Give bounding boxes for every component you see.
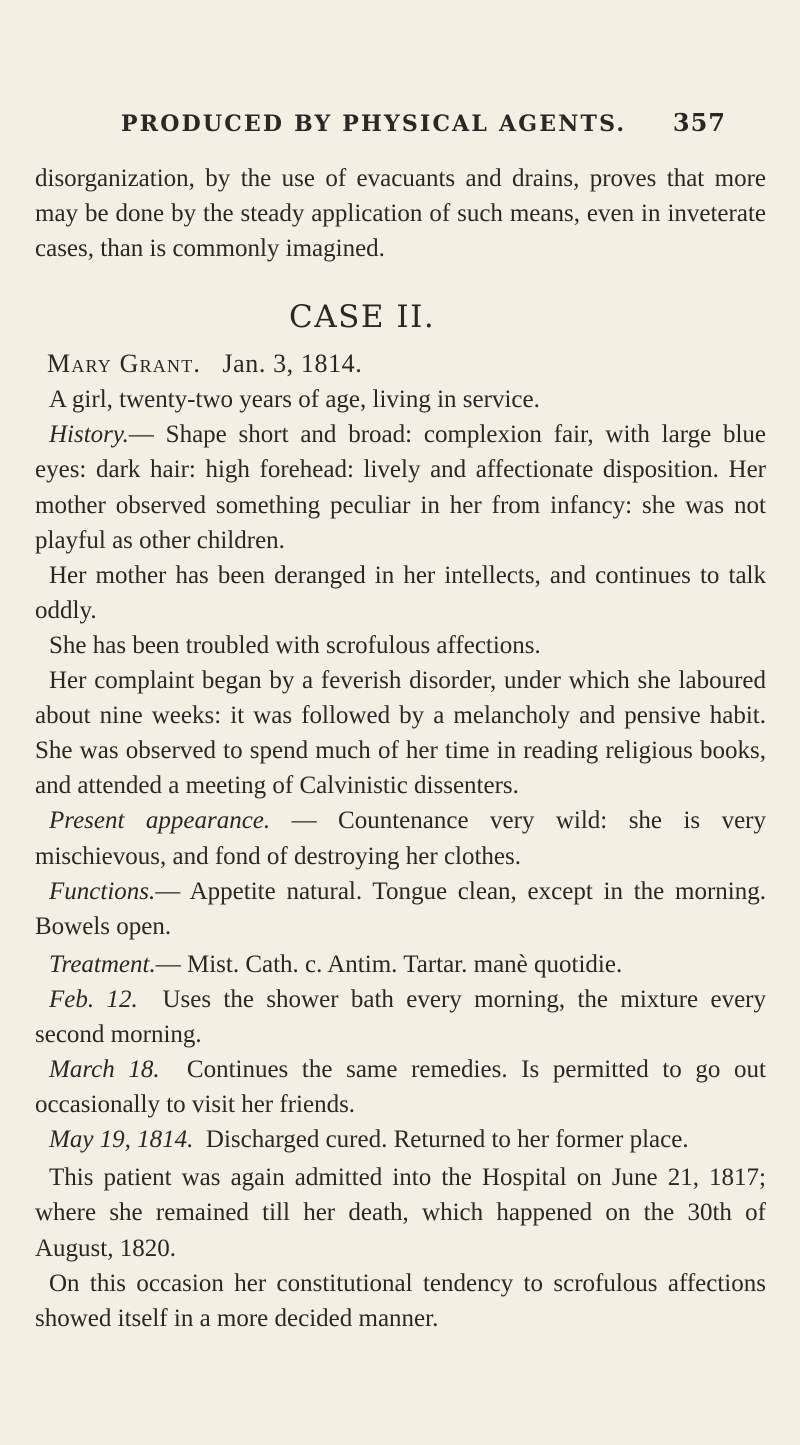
scrofulous-paragraph: She has been troubled with scrofulous affections.	[49, 631, 541, 659]
functions-text: — Appetite natural. Tongue clean, except in the morning. Bowels open.	[35, 877, 766, 940]
march-label: March 18.	[49, 1056, 160, 1084]
page-number: 357	[672, 108, 726, 137]
mother-paragraph: Her mother has been deranged in her intellects, and continues to talk oddly.	[35, 561, 766, 624]
running-head-title: PRODUCED BY PHYSICAL AGENTS.	[121, 111, 627, 137]
present-text: — Countenance very wild: she is very mischievous, and fond of destroying her clothes.	[35, 807, 766, 870]
march-entry	[35, 1052, 766, 1122]
present-appearance-paragraph	[35, 803, 766, 873]
present-label: Present appearance.	[49, 807, 271, 835]
case-heading: CASE II.	[289, 299, 436, 336]
treatment-label: Treatment.	[49, 950, 156, 978]
patient-intro: A girl, twenty-two years of age, living in service.	[49, 386, 540, 414]
body-text	[35, 161, 766, 1336]
complaint-paragraph: Her complaint began by a feverish disorder, under which she laboured about nine weeks: it was followed by a melancholy and pensive habit. She was observed to spend much of her time in reading religious books, and attended a meeting of Calvinistic dissenters.	[35, 667, 766, 800]
admission-date: Jan. 3, 1814.	[222, 349, 363, 379]
history-paragraph	[35, 417, 766, 557]
running-head	[121, 104, 726, 143]
functions-label: Functions.	[49, 877, 156, 905]
opening-paragraph: disorganization, by the use of evacuants and drains, proves that more may be done by the steady application of such means, even in inveterate cases, than is commonly imagined.	[35, 165, 766, 263]
feb-text: Uses the shower bath every morning, the mixture every second morning.	[35, 985, 767, 1048]
patient-name: Mary Grant.	[47, 349, 202, 379]
march-text: Continues the same remedies. Is permitted to go out occasionally to visit her friends.	[35, 1056, 766, 1119]
history-text: — Shape short and broad: complexion fair, with large blue eyes: dark hair: high forehead: lively and affectionate disposition. Her mother observed something peculiar in her from infancy: she was not playful as other children.	[35, 421, 766, 554]
may-label: May 19, 1814.	[49, 1126, 194, 1154]
final-paragraph: On this occasion her constitutional tendency to scrofulous affections showed itself in a more decided manner.	[35, 1269, 766, 1332]
readmitted-paragraph: This patient was again admitted into the Hospital on June 21, 1817; where she remained till her death, which happened on the 30th of August, 1820.	[35, 1164, 766, 1262]
treatment-paragraph	[35, 947, 766, 982]
history-label: History.	[49, 421, 129, 449]
patient-line	[35, 346, 766, 382]
may-entry	[35, 1122, 766, 1157]
feb-label: Feb. 12.	[49, 985, 138, 1013]
functions-paragraph	[35, 874, 766, 944]
feb-entry	[35, 982, 766, 1052]
treatment-text: — Mist. Cath. c. Antim. Tartar. manè quotidie.	[155, 950, 623, 978]
may-text: Discharged cured. Returned to her former place.	[205, 1126, 689, 1154]
